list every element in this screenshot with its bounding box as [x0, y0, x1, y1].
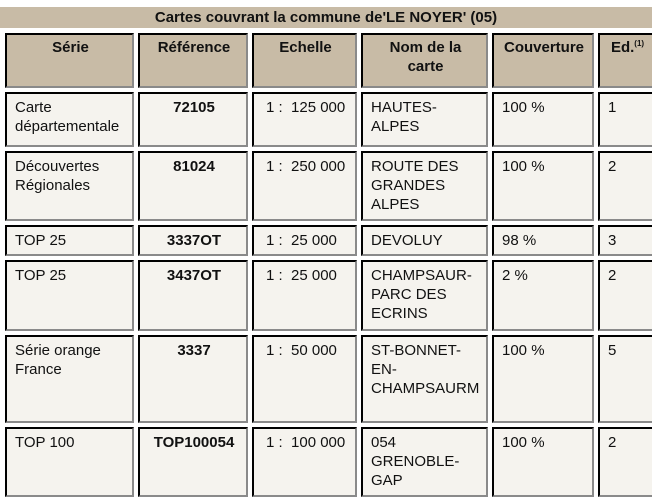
cell-reference: 3437OT [138, 260, 248, 331]
cell-couverture: 100 % [492, 335, 594, 423]
cell-reference: 72105 [138, 92, 248, 147]
table-row [5, 260, 652, 331]
cell-couverture: 100 % [492, 92, 594, 147]
cell-echelle: 1 : 25 000 [252, 260, 357, 331]
cell-echelle: 1 : 50 000 [252, 335, 357, 423]
header-reference: Référence [138, 33, 248, 88]
cell-couverture: 98 % [492, 225, 594, 256]
cell-serie: Carte départementale [5, 92, 134, 147]
cell-nom: CHAMPSAUR-PARC DES ECRINS [361, 260, 488, 331]
cell-nom: 054 GRENOBLE-GAP [361, 427, 488, 497]
cell-nom: ST-BONNET-EN-CHAMPSAURM [361, 335, 488, 423]
cell-ed: 2 [598, 427, 652, 497]
header-ed-label: Ed. [610, 39, 635, 56]
cell-echelle: 1 : 100 000 [252, 427, 357, 497]
cell-reference: 81024 [138, 151, 248, 221]
header-couverture: Couverture [492, 33, 594, 88]
cell-couverture: 100 % [492, 151, 594, 221]
cell-nom: DEVOLUY [361, 225, 488, 256]
cell-reference: 3337 [138, 335, 248, 423]
cell-reference: TOP100054 [138, 427, 248, 497]
cell-serie: TOP 100 [5, 427, 134, 497]
cell-echelle: 1 : 25 000 [252, 225, 357, 256]
table-row [5, 427, 652, 497]
header-serie: Série [5, 33, 134, 88]
table-row [5, 92, 652, 147]
table-row [5, 335, 652, 423]
cell-nom: ROUTE DES GRANDES ALPES [361, 151, 488, 221]
cell-couverture: 2 % [492, 260, 594, 331]
table-row [5, 225, 652, 256]
header-ed [598, 33, 652, 88]
cell-reference: 3337OT [138, 225, 248, 256]
header-row [5, 33, 652, 88]
table-title: Cartes couvrant la commune de'LE NOYER' (05) [0, 5, 652, 28]
header-nom: Nom de la carte [361, 33, 488, 88]
cell-couverture: 100 % [492, 427, 594, 497]
cell-nom: HAUTES-ALPES [361, 92, 488, 147]
cell-serie: Découvertes Régionales [5, 151, 134, 221]
cell-echelle: 1 : 125 000 [252, 92, 357, 147]
cell-serie: Série orange France [5, 335, 134, 423]
cell-ed: 1 [598, 92, 652, 147]
cell-ed: 2 [598, 260, 652, 331]
cell-echelle: 1 : 250 000 [252, 151, 357, 221]
cell-serie: TOP 25 [5, 260, 134, 331]
cell-ed: 5 [598, 335, 652, 423]
cell-serie: TOP 25 [5, 225, 134, 256]
footnote-marker: (1) [634, 39, 645, 48]
cell-ed: 3 [598, 225, 652, 256]
header-echelle: Echelle [252, 33, 357, 88]
maps-table [1, 29, 652, 501]
cell-ed: 2 [598, 151, 652, 221]
table-row [5, 151, 652, 221]
